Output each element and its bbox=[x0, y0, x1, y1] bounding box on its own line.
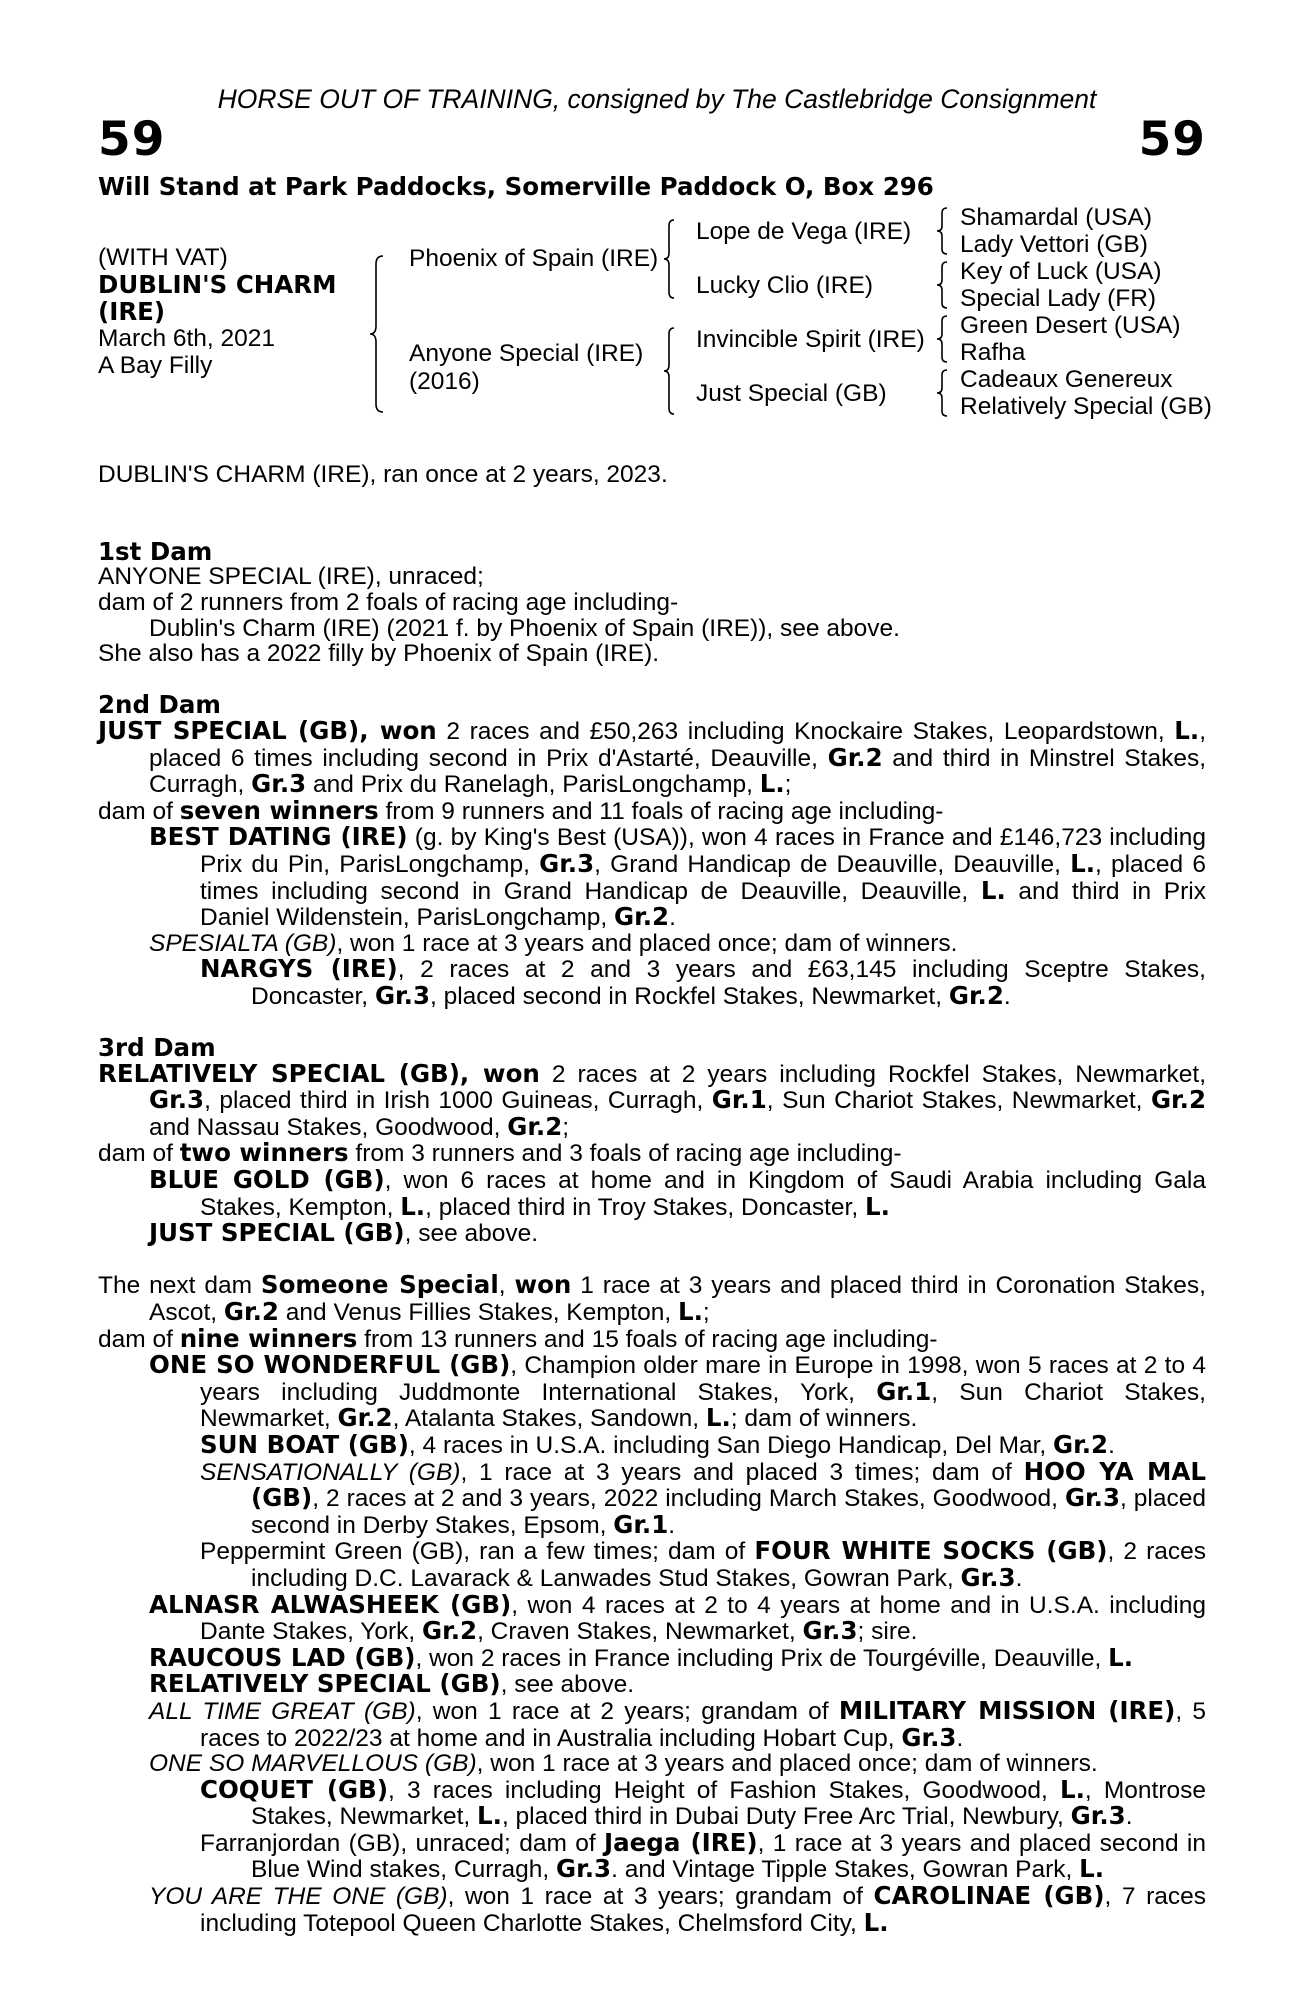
pedigree-ggs-5: Green Desert (USA) bbox=[960, 312, 1181, 339]
pedigree-ggs-7: Cadeaux Genereux bbox=[960, 366, 1173, 393]
next-dam-produce-entry: ALL TIME GREAT (GB), won 1 race at 2 years; grandam of MILITARY MISSION (IRE), 5 races to 2022/23 at home and in Australia including Hobart Cup, Gr.3. bbox=[149, 1695, 1206, 1752]
vat-note: (WITH VAT) bbox=[98, 244, 228, 271]
pedigree-dam-dam: Just Special (GB) bbox=[696, 380, 887, 407]
pedigree-ggs-6: Rafha bbox=[960, 339, 1026, 366]
stand-location: Will Stand at Park Paddocks, Somerville Paddock O, Box 296 bbox=[98, 172, 934, 201]
first-dam-heading: 1st Dam bbox=[98, 536, 213, 566]
next-dam-produce-entry: ONE SO MARVELLOUS (GB), won 1 race at 3 years and placed once; dam of winners. bbox=[149, 1750, 1098, 1778]
pedigree-brace-dam bbox=[663, 326, 677, 416]
next-dam-produce-entry: YOU ARE THE ONE (GB), won 1 race at 3 years; grandam of CAROLINAE (GB), 7 races including Totepool Queen Charlotte Stakes, Chelmsford City, L. bbox=[149, 1881, 1206, 1937]
pedigree-sire: Phoenix of Spain (IRE) bbox=[409, 245, 659, 272]
next-dam-produce-entry: ONE SO WONDERFUL (GB), Champion older mare in Europe in 1998, won 5 races at 2 to 4 years including Juddmonte International Stakes, York, Gr.1, Sun Chariot Stakes, Newmarket, Gr.2, Atalanta Stakes, Sandown, L.; dam of winners. bbox=[149, 1350, 1207, 1433]
pedigree-dam-year: (2016) bbox=[409, 368, 480, 395]
pedigree-dam: Anyone Special (IRE) bbox=[409, 340, 644, 367]
third-dam-produce-entry: BLUE GOLD (GB), won 6 races at home and in Kingdom of Saudi Arabia including Gala Stakes, Kempton, L., placed third in Troy Stakes, Doncaster, L. bbox=[149, 1165, 1206, 1221]
horse-name-suffix: (IRE) bbox=[98, 297, 166, 326]
race-record: DUBLIN'S CHARM (IRE), ran once at 2 years, 2023. bbox=[98, 461, 668, 488]
foaling-date: March 6th, 2021 bbox=[98, 325, 276, 352]
third-dam-produce-summary: dam of two winners from 3 runners and 3 foals of racing age including- bbox=[98, 1138, 902, 1168]
pedigree-ggs-8: Relatively Special (GB) bbox=[960, 393, 1212, 420]
third-dam-produce-entry: JUST SPECIAL (GB), see above. bbox=[149, 1218, 539, 1248]
pedigree-ggs-3: Key of Luck (USA) bbox=[960, 258, 1162, 285]
second-dam-produce-entry: SPESIALTA (GB), won 1 race at 3 years and placed once; dam of winners. bbox=[149, 929, 958, 957]
second-dam-grandproduce-entry: NARGYS (IRE), 2 races at 2 and 3 years and £63,145 including Sceptre Stakes, Doncaster, Gr.3, placed second in Rockfel Stakes, Newmarket, Gr.2. bbox=[200, 954, 1206, 1010]
pedigree-brace-main bbox=[368, 254, 388, 414]
second-dam-produce-entry: BEST DATING (IRE) (g. by King's Best (USA)), won 4 races in France and £146,723 including Prix du Pin, ParisLongchamp, Gr.3, Grand Handicap de Deauville, Deauville, L., placed 6 times including second in Grand Handicap de Deauville, Deauville, L. and third in Prix Daniel Wildenstein, ParisLongchamp, Gr.2. bbox=[149, 822, 1206, 932]
first-dam-produce-entry: Dublin's Charm (IRE) (2021 f. by Phoenix of Spain (IRE)), see above. bbox=[149, 614, 900, 642]
next-dam-produce-summary: dam of nine winners from 13 runners and 15 foals of racing age including- bbox=[98, 1323, 938, 1353]
first-dam-note: She also has a 2022 filly by Phoenix of Spain (IRE). bbox=[98, 640, 660, 668]
first-dam-line: ANYONE SPECIAL (IRE), unraced; bbox=[98, 563, 484, 591]
next-dam-grandproduce-entry: SENSATIONALLY (GB), 1 race at 3 years and placed 3 times; dam of HOO YA MAL (GB), 2 races at 2 and 3 years, 2022 including March Stakes, Goodwood, Gr.3, placed second in Derby Stakes, Epsom, Gr.1. bbox=[200, 1456, 1206, 1539]
next-dam-grandproduce-entry: Farranjordan (GB), unraced; dam of Jaega (IRE), 1 race at 3 years and placed second in Blue Wind stakes, Curragh, Gr.3. and Vintage Tipple Stakes, Gowran Park, L. bbox=[200, 1827, 1206, 1884]
second-dam-record: JUST SPECIAL (GB), won 2 races and £50,263 including Knockaire Stakes, Leopardstown, L., placed 6 times including second in Prix d'Astarté, Deauville, Gr.2 and third in Minstrel Stakes, Curragh, Gr.3 and Prix du Ranelagh, ParisLongchamp, L.; bbox=[98, 715, 1207, 799]
pedigree-ggs-2: Lady Vettori (GB) bbox=[960, 231, 1148, 258]
pedigree-brace-g4 bbox=[936, 368, 950, 418]
pedigree-ggs-4: Special Lady (FR) bbox=[960, 285, 1157, 312]
second-dam-heading: 2nd Dam bbox=[98, 690, 221, 720]
next-dam-record: The next dam Someone Special, won 1 race at 3 years and placed third in Coronation Stakes, Ascot, Gr.2 and Venus Fillies Stakes, Kempton, L.; bbox=[98, 1270, 1206, 1326]
catalogue-body bbox=[98, 462, 1206, 1936]
first-dam-produce-summary: dam of 2 runners from 2 foals of racing age including- bbox=[98, 588, 679, 616]
pedigree-brace-g3 bbox=[936, 314, 950, 364]
horse-description: A Bay Filly bbox=[98, 352, 213, 379]
second-dam-produce-summary: dam of seven winners from 9 runners and 11 foals of racing age including- bbox=[98, 795, 944, 825]
pedigree-sire-sire: Lope de Vega (IRE) bbox=[696, 218, 912, 245]
pedigree-brace-sire bbox=[663, 218, 677, 300]
pedigree-ggs-1: Shamardal (USA) bbox=[960, 204, 1152, 231]
next-dam-grandproduce-entry: COQUET (GB), 3 races including Height of Fashion Stakes, Goodwood, L., Montrose Stakes, Newmarket, L., placed third in Dubai Duty Free Arc Trial, Newbury, Gr.3. bbox=[200, 1774, 1207, 1831]
next-dam-produce-entry: RAUCOUS LAD (GB), won 2 races in France including Prix de Tourgéville, Deauville, L. bbox=[149, 1642, 1134, 1672]
pedigree-brace-g2 bbox=[936, 260, 950, 310]
third-dam-record: RELATIVELY SPECIAL (GB), won 2 races at 2 years including Rockfel Stakes, Newmarket, Gr.3, placed third in Irish 1000 Guineas, Curragh, Gr.1, Sun Chariot Stakes, Newmarket, Gr.2 and Nassau Stakes, Goodwood, Gr.2; bbox=[98, 1058, 1206, 1141]
pedigree-sire-dam: Lucky Clio (IRE) bbox=[696, 272, 873, 299]
consignment-line: HORSE OUT OF TRAINING, consigned by The Castlebridge Consignment bbox=[217, 84, 1097, 114]
third-dam-heading: 3rd Dam bbox=[98, 1033, 216, 1063]
horse-name: DUBLIN'S CHARM bbox=[98, 270, 337, 299]
lot-number-right: 59 bbox=[1138, 112, 1206, 167]
next-dam-produce-entry: ALNASR ALWASHEEK (GB), won 4 races at 2 to 4 years at home and in U.S.A. including Dante Stakes, York, Gr.2, Craven Stakes, Newmarket, Gr.3; sire. bbox=[149, 1589, 1206, 1646]
horse-details bbox=[98, 244, 337, 379]
lot-number-left: 59 bbox=[98, 112, 166, 167]
next-dam-produce-entry: RELATIVELY SPECIAL (GB), see above. bbox=[149, 1669, 635, 1699]
pedigree-brace-g1 bbox=[936, 206, 950, 256]
next-dam-grandproduce-entry: SUN BOAT (GB), 4 races in U.S.A. including San Diego Handicap, Del Mar, Gr.2. bbox=[200, 1429, 1115, 1459]
next-dam-grandproduce-entry: Peppermint Green (GB), ran a few times; dam of FOUR WHITE SOCKS (GB), 2 races including D.C. Lavarack & Lanwades Stud Stakes, Gowran Park, Gr.3. bbox=[200, 1536, 1206, 1592]
pedigree-dam-sire: Invincible Spirit (IRE) bbox=[696, 326, 925, 353]
